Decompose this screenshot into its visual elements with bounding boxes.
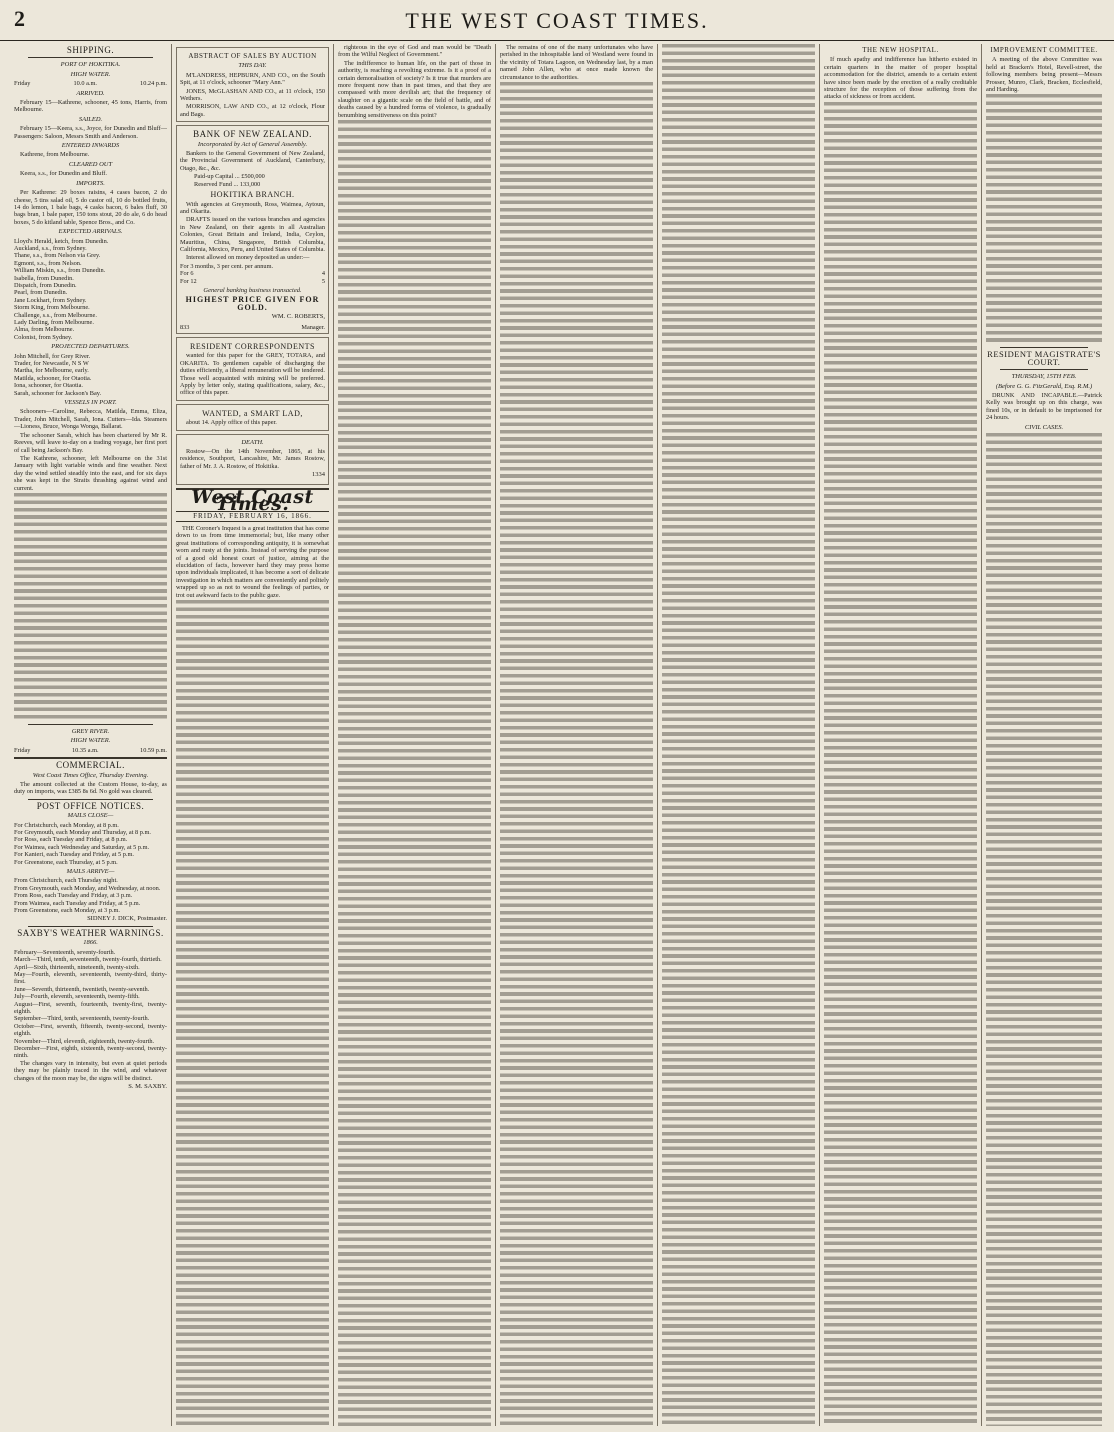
list-item: For Greymouth, each Monday and Thursday, at 8 p.m. [14,829,151,836]
correspondents-ad: RESIDENT CORRESPONDENTS wanted for this paper for the GREY, TOTARA, and OKARITA. To gentlemen capable of discharging the duties efficiently, a liberal remuneration will be tendered. Those well acquainted with mining will be preferred. Apply by letter only, stating qualifications, salary, &c., office of this paper. [176,337,329,401]
list-item: MORRISON, LAW AND CO., at 12 o'clock, Flour and Bags. [180,103,325,118]
text-block [986,94,1102,344]
list-item: July—Fourth, eleventh, seventeenth, twenty-fifth. [14,993,140,1001]
rate-row: For 3 months, 3 per cent. per annum. [180,262,274,270]
death-notice: DEATH. Rostow—On the 14th November, 1865, at his residence, Southport, Lancashire, Mr. James Rostow, father of Mr. J. A. Rostow, of Hokitika. 1334 [176,434,329,485]
list-item: April—Sixth, thirteenth, nineteenth, twenty-sixth. [14,963,140,971]
list-item: From Christchurch, each Thursday night. [14,877,118,885]
list-item: JONES, McGLASHAN AND CO., at 11 o'clock, 150 Wethers. [180,87,325,103]
list-item: Challenge, s.s., from Melbourne. [14,311,97,319]
list-item: September—Third, tenth, seventeenth, twenty-fourth. [14,1015,150,1023]
list-item: Martha, for Melbourne, early. [14,367,89,375]
grey-high-water-row: Friday 10.35 a.m. 10.59 p.m. [14,746,167,754]
in-port-text: Schooners—Caroline, Rebecca, Matilda, Emma, Eliza, Trader, John Mitchell, Sarah, Iona. Cutters—Ida. Steamers—Lioness, Bruce, Wonga Wonga, Ballarat. [14,408,167,431]
list-item: November—Third, eleventh, eighteenth, twenty-fourth. [14,1037,155,1045]
list-item: From Ross, each Tuesday and Friday, at 3 p.m. [14,892,133,900]
sarah-text: The schooner Sarah, which has been chartered by Mr R. Reeves, will leave to-day on a trading voyage, her first port of call being Jackson's Bay. [14,431,167,454]
bank-heading: BANK OF NEW ZEALAND. [193,129,312,140]
gold-price: HIGHEST PRICE GIVEN FOR GOLD. [185,295,320,312]
masthead-title: THE WEST COAST TIMES. [405,8,709,33]
list-item: Egmont, s.s., from Nelson. [14,259,82,267]
postmaster-signature: SIDNEY J. DICK, Postmaster. [87,915,167,923]
column-5 [662,44,815,1426]
shipping-heading: SHIPPING. [66,45,115,55]
list-item: From Waimea, each Tuesday and Friday, at 5 p.m. [14,899,141,907]
list-item: Lloyd's Herald, ketch, from Dunedin. [14,237,109,245]
hospital-lead: If much apathy and indifference has hitherto existed in certain quarters in the matter of proper hospital accommodation for the district, amends to a certain extent have since been made by the erection of a really creditable structure for the reception of those suffering from the attacks of sickness or from accident. [824,56,977,101]
list-item: Matilda, schooner, for Otaotia. [14,374,92,382]
commercial-text: The amount collected at the Custom House, to-day, as duty on imports, was £385 8s 6d. No gold was cleared. [14,780,167,796]
column-4 [500,44,653,1426]
list-item: December—First, eighth, sixteenth, twenty-second, twenty-ninth. [14,1044,167,1060]
list-item: Dispatch, from Dunedin. [14,281,77,289]
saxby-signature: S. M. SAXBY. [128,1083,167,1090]
port-heading: PORT OF HOKITIKA. [60,61,121,69]
list-item: For Christchurch, each Monday, at 8 p.m. [14,821,119,829]
arrived-text: February 15—Kathrene, schooner, 45 tons, Harris, from Melbourne. [14,99,167,114]
high-water-row: Friday 10.0 a.m. 10.24 p.m. [14,80,167,88]
paper-nameplate: West Coast Times. [191,485,314,516]
list-item: M'LANDRESS, HEPBURN, AND CO., on the South Spit, at 11 o'clock, schooner "Mary Ann." [180,71,325,87]
court-heading: RESIDENT MAGISTRATE'S COURT. [987,349,1101,367]
column-6 [824,44,977,1426]
bank-ad: BANK OF NEW ZEALAND. Incorporated by Act of General Assembly. Bankers to the General Government of New Zealand, the Provincial Government of Auckland, Canterbury, Otago, &c., &c. Paid-up Capital ... £500,000 Reserved Fund ... 133,000 HOKITIKA BRANCH. With agencies at Greymouth, Ross, Waimea, Aytoun, and Okarita. DRAFTS issued on the various branches and agencies in New Zealand, on their agents in all Australian Colonies, Great Britain and Ireland, India, Ceylon, Mauritius, China, Singapore, British Columbia, California, Mexico, Peru, and United States of Columbia. Interest allowed on money deposited as under:— For 3 months, 3 per cent. per annum. For 6 4 For 12 5 General banking business transacted. HIGHEST PRICE GIVEN FOR GOLD. WM. C. ROBERTS, 833 Manager. [176,125,329,334]
saxby-heading: SAXBY'S WEATHER WARNINGS. [17,927,164,938]
commercial-heading: COMMERCIAL. [56,760,125,771]
list-item: Trader, for Newcastle, N S W [14,360,89,368]
list-item: Isabella, from Dunedin. [14,274,74,282]
text-block [500,82,653,1426]
list-item: March—Third, tenth, seventeenth, twenty-fourth, thirtieth. [14,956,162,964]
high-water-label: HIGH WATER. [70,70,111,78]
text-block [14,493,167,721]
list-item: For Greenstone, each Thursday, at 5 p.m. [14,858,118,866]
rate-row: For 12 5 [180,277,325,285]
page-number: 2 [14,6,25,31]
list-item: From Greenstone, each Monday, at 3 p.m. [14,907,120,915]
list-item: William Miskin, s.s., from Dunedin. [14,267,106,275]
list-item: Alma, from Melbourne. [14,326,75,334]
imports-text: Per Kathrene: 29 boxes raisins, 4 cases bacon, 2 do cheese, 5 tins salad oil, 5 do castor oil, 10 do bottled fruits, 14 do lemon, 1 bale bags, 4 casks bacon, 6 bales fluff, 30 bags bran, 1 bale paper, 150 tons stout, 20 do ale, 6 do head boxes, 5 do kitland table, Spence Bros., and Co. [14,189,167,226]
projected-list [14,353,167,397]
text-block [824,102,977,1426]
column-3: righteous in the eye of God and man would be "Death from the Wilful Neglect of Government." The indifference to human life, on the part of those in authority, is reaching a revolting extreme. Is it a proof of a certain demoralisation of society? Is it true that murders are more frequent now than in past times, and that they are compassed with more devilish art; that the frequency of slaughter on a gigantic scale on the field of battle, and of deaths caused by a hundred forms of violence, is gradually benumbing sensitiveness on this point? [338,44,491,1426]
list-item: Auckland, s.s., from Sydney. [14,244,87,252]
text-block [338,120,491,1426]
post-office-heading: POST OFFICE NOTICES. [36,800,145,811]
rate-row: For 6 4 [180,270,325,278]
masthead [0,0,1114,41]
abstract-ad: ABSTRACT OF SALES BY AUCTION THIS DAY. M'LANDRESS, HEPBURN, AND CO., on the South Spit, at 11 o'clock, schooner "Mary Ann." JONES, McGLASHAN AND CO., at 11 o'clock, 150 Wethers. MORRISON, LAW AND CO., at 12 o'clock, Flour and Bags. [176,47,329,122]
abstract-heading: ABSTRACT OF SALES BY AUCTION [188,52,317,60]
list-item: Pearl, from Dunedin. [14,289,68,297]
editorial-continued: righteous in the eye of God and man would be "Death from the Wilful Neglect of Government." [338,44,491,59]
text-block [662,44,815,1426]
columns [14,44,1102,1426]
sailed-text: February 15—Keera, s.s., Joyce, for Dunedin and Bluff—Passengers: Saloon, Messrs Smith and Anderson. [14,125,167,140]
list-item: For Kanieri, each Tuesday and Friday, at 5 p.m. [14,851,134,859]
list-item: June—Seventh, thirteenth, twentieth, twenty-seventh. [14,985,150,993]
issue-date: FRIDAY, FEBRUARY 16, 1866. [176,511,329,522]
list-item: John Mitchell, for Grey River. [14,352,91,360]
list-item: October—First, seventh, fifteenth, twenty-second, twenty-eighth. [14,1022,167,1038]
expected-list [14,238,167,342]
wanted-ad: WANTED, a SMART LAD, about 14. Apply office of this paper. [176,404,329,431]
column-2 [176,44,329,1426]
kathrene-report: The Kathrene, schooner, left Melbourne on the 31st January with light variable winds and fine weather. Next day the wind settled steadily into the east, and for six days she was kept in the Straits thrashing against wind and current. [14,454,167,492]
text-block [176,600,329,1426]
text-block [986,433,1102,1426]
list-item: Storm King, from Melbourne. [14,304,90,312]
list-item: From Greymouth, each Monday, and Wednesday, at noon. [14,884,161,892]
hospital-heading: THE NEW HOSPITAL. [862,46,939,54]
list-item: Colonist, from Sydney. [14,333,73,341]
list-item: February—Seventeenth, seventy-fourth. [14,948,116,956]
inquest-article: The remains of one of the many unfortunates who have perished in the inhospitable land of Westland were found in the vicinity of Totara Lagoon, on Wednesday last, by a man named John Allen, who at once made known the circumstance to the authorities. [500,44,653,81]
list-item: May—Fourth, eleventh, seventeenth, twenty-third, thirty-first. [14,970,167,986]
column-7: IMPROVEMENT COMMITTEE. A meeting of the above Committee was held at Bracken's Hotel, Revell-street, the following members being present—Messrs Prosser, Munro, Clark, Bracken, Ecclesfield, and Harding. RESIDENT MAGISTRATE'S COURT. THURSDAY, 15TH FEB. (Before G. G. FitzGerald, Esq. R.M.) DRUNK AND INCAPABLE.—Patrick Kelly was brought up on this charge, was fined 10s, or in default to be imprisoned for 24 hours. CIVIL CASES. [986,44,1102,1426]
list-item: Iona, schooner, for Otaotia. [14,382,83,390]
list-item: For Waimea, each Wednesday and Saturday, at 5 p.m. [14,843,150,851]
column-1: SHIPPING. PORT OF HOKITIKA. HIGH WATER. Friday 10.0 a.m. 10.24 p.m. ARRIVED. February 15—Kathrene, schooner, 45 tons, Harris, from Melbourne. SAILED. February 15—Keera, s.s., Joyce, for Dunedin and Bluff—Passengers: Saloon, Messrs Smith and Anderson. ENTERED INWARDS Kathrene, from Melbourne. CLEARED OUT Keera, s.s., for Dunedin and Bluff. IMPORTS. Per Kathrene: 29 boxes raisins, 4 cases bacon, 2 do cheese, 5 tins salad oil, 5 do castor oil, 10 do bottled fruits, 14 do lemon, 1 bale bags, 4 casks bacon, 6 bales fluff, 30 bags bran, 1 bale paper, 150 tons stout, 20 do ale, 6 do head boxes, 5 do kitland table, Spence Bros., and Co. EXPECTED ARRIVALS. Lloyd's Herald, ketch, from Dunedin. Auckland, s.s., from Sydney. Thane, s.s., from Nelson via Grey. Egmont, s.s., from Nelson. William Miskin, s.s., from Dunedin. Isabella, from Dunedin. Dispatch, from Dunedin. Pearl, from Dunedin. Jane Lockhart, from Sydney. Storm King, from Melbourne. Challenge, s.s., from Melbourne. Lady Darling, from Melbourne. Alma, from Melbourne. Colonist, from Sydney. PROJECTED DEPARTURES. John Mitchell, for Grey River. Trader, for Newcastle, N S W Martha, for Melbourne, early. Matilda, schooner, for Otaotia. Iona, schooner, for Otaotia. Sarah, schooner for Jackson's Bay. VESSELS IN PORT. Schooners—Caroline, Rebecca, Matilda, Emma, Eliza, Trader, John Mitchell, Sarah, Iona. Cutters—Ida. Steamers—Lioness, Bruce, Wonga Wonga, Ballarat. The schooner Sarah, which has been chartered by Mr R. Reeves, will leave to-day on a trading voyage, her first port of call being Jackson's Bay. The Kathrene, schooner, left Melbourne on the 31st January with light variable winds and fine weather. Next day the wind settled steadily into the east, and for six days she was kept in the Straits thrashing against wind and current. GREY RIVER. HIGH WATER. Friday 10.35 a.m. 10.59 p.m. COMMERCIAL. West Coast Times Office, Thursday Evening. The amount collected at the Custom House, to-day, as duty on imports, was £385 8s 6d. No gold was cleared. POST OFFICE NOTICES. MAILS CLOSE— For Christchurch, each Monday, at 8 p.m. For Greymouth, each Monday and Thursday, at 8 p.m. For Ross, each Tuesday and Friday, at 8 p.m. For Waimea, each Wednesday and Saturday, at 5 p.m. For Kanieri, each Tuesday and Friday, at 5 p.m. For Greenstone, each Thursday, at 5 p.m. MAILS ARRIVE— From Christchurch, each Thursday night. From Greymouth, each Monday, and Wednesday, at noon. From Ross, each Tuesday and Friday, at 3 p.m. From Waimea, each Tuesday and Friday, at 5 p.m. From Greenstone, each Monday, at 3 p.m. SIDNEY J. DICK, Postmaster. SAXBY'S WEATHER WARNINGS. 1866. February—Seventeenth, seventy-fourth. March—Third, tenth, seventeenth, twenty-fourth, thirtieth. April—Sixth, thirteenth, nineteenth, twenty-sixth. May—Fourth, eleventh, seventeenth, twenty-third, thirty-first. June—Seventh, thirteenth, twentieth, twenty-seventh. July—Fourth, eleventh, seventeenth, twenty-fifth. August—First, seventh, fourteenth, twenty-first, twenty-eighth. September—Third, tenth, seventeenth, twenty-fourth. October—First, seventh, fifteenth, twenty-second, twenty-eighth. November—Third, eleventh, eighteenth, twenty-fourth. December—First, eighth, sixteenth, twenty-second, twenty-ninth. The changes vary in intensity, but even at quiet periods they may be plainly traced in the wind, and whatever changes of the moon may be, the signs will be distinct. S. M. SAXBY. [14,45,167,1090]
improvement-heading: IMPROVEMENT COMMITTEE. [990,46,1098,54]
editorial-lead: THE Coroner's Inquest is a great institution that has come down to us from time immemorial; but, like many other great institutions of corresponding antiquity, it is somewhat worn and rusty at the joints. Instead of serving the purpose of a good old honest court of justice, aiming at the elucidation of facts, however hard they may press home upon individuals implicated, it has become a sort of delicate investigation in which matters are conveniently and politely wrapped up so as not to wound the feelings of parties, or trot out awkward facts to the public gaze. [176,524,329,599]
list-item: Thane, s.s., from Nelson via Grey. [14,252,101,260]
list-item: Sarah, schooner for Jackson's Bay. [14,389,102,397]
list-item: August—First, seventh, fourteenth, twenty-first, twenty-eighth. [14,1000,167,1015]
list-item: Lady Darling, from Melbourne. [14,319,94,326]
list-item: For Ross, each Tuesday and Friday, at 8 p.m. [14,836,128,844]
list-item: Jane Lockhart, from Sydney. [14,296,87,304]
